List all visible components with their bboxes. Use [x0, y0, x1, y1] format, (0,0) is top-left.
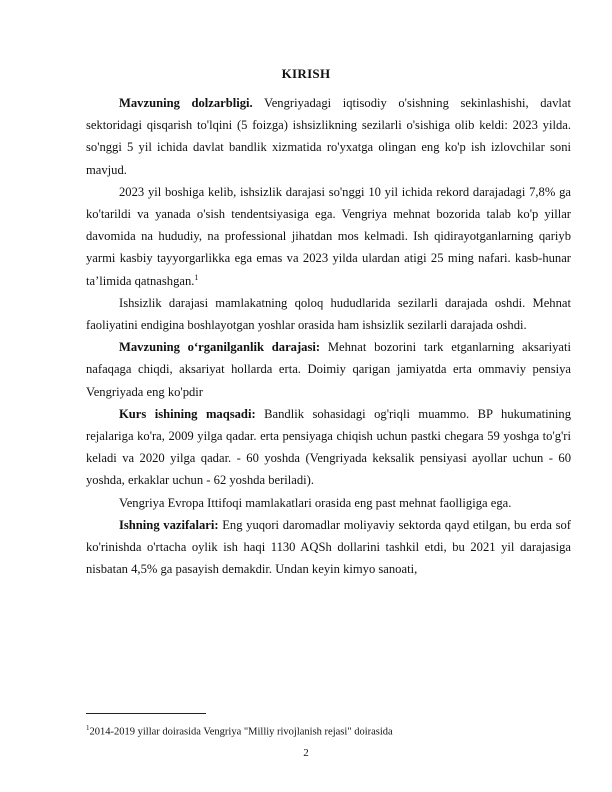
- footnote: [86, 722, 393, 739]
- paragraph-regions: [86, 292, 571, 336]
- paragraph-text: Mehnat bozorini tark etganlarning aksariyati nafaqaga chiqdi, aksariyat hollarda erta. Doimiy qarigan jamiyatda erta ommaviy pensiya Vengriyada eng ko'pdir: [86, 340, 571, 399]
- page-title: KIRISH: [281, 66, 331, 81]
- paragraph-text: Vengriya Evropa Ittifoqi mamlakatlari orasida eng past mehnat faolligiga ega.: [119, 495, 512, 510]
- paragraph-text: Vengriyadagi iqtisodiy o'sishning sekinlashishi, davlat sektoridagi qisqarish to'lqini (5 foizga) ishsizlikning sezilarli o'sishiga olib keldi: 2023 yilda. so'nggi 5 yil ichida davlat bandlik xizmatida ro'yxatga olingan eng ko'p ish izlovchilar soni mavjud.: [86, 96, 572, 177]
- paragraph-lead: Kurs ishining maqsadi:: [119, 406, 256, 421]
- paragraph-goal: [86, 403, 571, 492]
- paragraph-unemployment-rate: [86, 181, 571, 292]
- paragraph-lead: Ishning vazifalari:: [119, 517, 219, 532]
- page-number: 2: [303, 747, 309, 759]
- body-text: [86, 92, 571, 580]
- paragraph-eu-activity: [86, 492, 571, 514]
- paragraph-text: 2023 yil boshiga kelib, ishsizlik darajasi so'nggi 10 yil ichida rekord darajadagi 7,8% ga ko'tarildi va yanada o'sish tendentsiyasiga ega. Vengriya mehnat bozorida talab ko'p yillar davomida na hududiy, na professional jihatdan mos kelmadi. Ish qidirayotganlarning qariyb yarmi kasbiy tayyorgarlikka ega emas va 2023 yilda ulardan atigi 25 ming nafari. kasb-hunar ta’limida qatnashgan.: [86, 184, 571, 288]
- paragraph-text: Ishsizlik darajasi mamlakatning qoloq hududlarida sezilarli darajada oshdi. Mehnat faoliyatini endigina boshlayotgan yoshlar orasida ham ishsizlik sezilarli darajada oshdi.: [86, 295, 571, 333]
- paragraph-text: Bandlik sohasidagi og'riqli muammo. BP hukumatining rejalariga ko'ra, 2009 yilga qadar. erta pensiyaga chiqish uchun pastki chegara 59 yoshga to'g'ri keladi va 2020 yilga qadar. - 60 yoshda (Vengriyada keksalik pensiyasi ayollar uchun - 60 yoshda, erkaklar uchun - 62 yoshda beriladi).: [86, 406, 571, 488]
- footnote-mark: 1: [86, 724, 90, 732]
- paragraph-relevance: [86, 92, 571, 181]
- footnote-text: 2014-2019 yillar doirasida Vengriya "Milliy rivojlanish rejasi" doirasida: [89, 726, 393, 738]
- paragraph-lead: Mavzuning o‘rganilganlik darajasi:: [119, 340, 321, 355]
- paragraph-text: Eng yuqori daromadlar moliyaviy sektorda qayd etilgan, bu erda sof ko'rinishda o'rtacha oylik ish haqi 1130 AQSh dollarini tashkil etdi, bu 2021 yil darajasiga nisbatan 4,5% ga pasayish demakdir. Undan keyin kimyo sanoati,: [86, 517, 571, 577]
- footnote-divider: [86, 713, 206, 714]
- paragraph-study-level: [86, 336, 571, 403]
- footnote-reference[interactable]: 1: [194, 272, 199, 282]
- paragraph-lead: Mavzuning dolzarbligi.: [119, 96, 253, 110]
- paragraph-tasks: [86, 514, 571, 581]
